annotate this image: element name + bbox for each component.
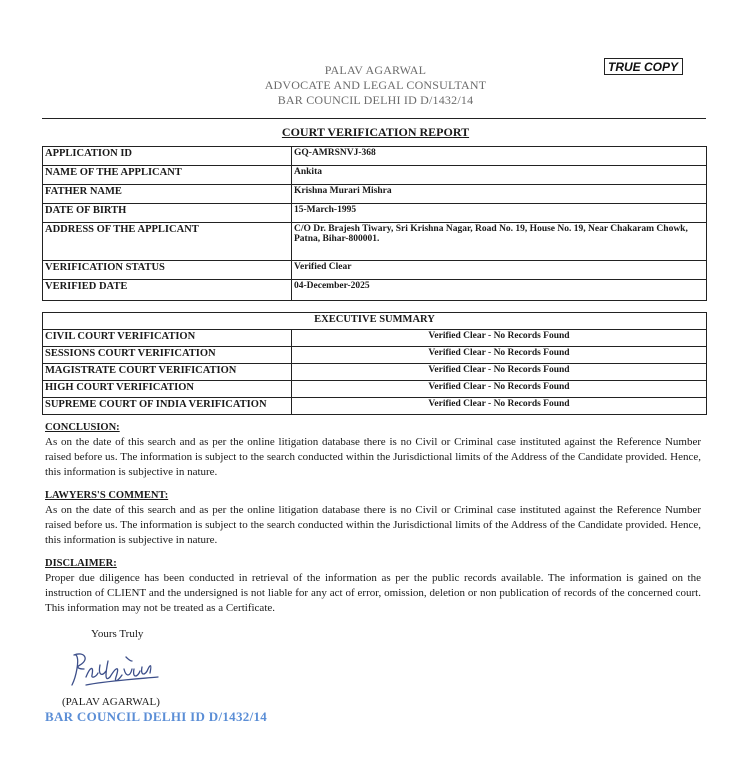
table-row [43,398,707,415]
signatory-name: (PALAV AGARWAL) [62,696,160,708]
row-value: Krishna Murari Mishra [292,185,707,204]
advocate-name: PALAV AGARWAL [324,63,427,77]
executive-summary-heading: EXECUTIVE SUMMARY [43,313,707,330]
row-value: Verified Clear - No Records Found [292,381,707,398]
row-value: Ankita [292,166,707,185]
row-label: VERIFICATION STATUS [43,261,292,280]
conclusion-section [45,422,701,480]
table-row [43,185,707,204]
executive-summary-table [42,312,707,415]
row-value: Verified Clear - No Records Found [292,364,707,381]
table-row [43,166,707,185]
table-row [43,261,707,280]
row-label: VERIFIED DATE [43,280,292,301]
row-value: GQ-AMRSNVJ-368 [292,147,707,166]
disclaimer-heading: DISCLAIMER: [45,558,117,569]
row-label: APPLICATION ID [43,147,292,166]
row-value: Verified Clear - No Records Found [292,330,707,347]
row-label: DATE OF BIRTH [43,204,292,223]
letterhead [0,63,751,108]
conclusion-text: As on the date of this search and as per the online litigation database there is no Civil or Criminal case instituted against the Reference Number raised before us. The information is subject to the search conducted within the Jurisdictional limits of the Address of the Candidate provided. Hence, this information is subjective in nature. [45,436,701,478]
lawyers-comment-section [45,490,701,548]
advocate-title: ADVOCATE AND LEGAL CONSULTANT [264,78,487,92]
row-value: Verified Clear - No Records Found [292,398,707,415]
row-label: FATHER NAME [43,185,292,204]
table-row [43,223,707,261]
signatory-bar-id: BAR COUNCIL DELHI ID D/1432/14 [45,709,268,724]
table-row [43,330,707,347]
row-label: CIVIL COURT VERIFICATION [43,330,292,347]
disclaimer-text: Proper due diligence has been conducted in retrieval of the information as per the public records available. The information is gained on the instruction of CLIENT and the undersigned is not liable for any act of error, omission, deletion or non publication of records of the concerned court. This information may not be treated as a Certificate. [45,572,701,614]
table-row [43,204,707,223]
row-label: NAME OF THE APPLICANT [43,166,292,185]
row-value: 15-March-1995 [292,204,707,223]
closing-text: Yours Truly [91,628,144,640]
header-divider [42,118,706,119]
table-row [43,364,707,381]
lawyers-comment-heading: LAWYERS'S COMMENT: [45,490,169,501]
table-row [43,347,707,364]
advocate-bar-id: BAR COUNCIL DELHI ID D/1432/14 [277,93,474,107]
table-row [43,381,707,398]
row-label: MAGISTRATE COURT VERIFICATION [43,364,292,381]
table-row [43,147,707,166]
lawyers-comment-text: As on the date of this search and as per the online litigation database there is no Civil or Criminal case instituted against the Reference Number raised before us. The information is subject to the search conducted within the Jurisdictional limits of the Address of the Candidate provided. Hence, this information is subjective in nature. [45,504,701,546]
row-label: HIGH COURT VERIFICATION [43,381,292,398]
conclusion-heading: CONCLUSION: [45,422,120,433]
table-header-row [43,313,707,330]
report-title: COURT VERIFICATION REPORT [281,125,470,139]
row-value: Verified Clear - No Records Found [292,347,707,364]
row-label: ADDRESS OF THE APPLICANT [43,223,292,261]
handwritten-signature [66,647,166,691]
true-copy-stamp: TRUE COPY [604,58,683,75]
row-label: SUPREME COURT OF INDIA VERIFICATION [43,398,292,415]
row-value: 04-December-2025 [292,280,707,301]
row-label: SESSIONS COURT VERIFICATION [43,347,292,364]
applicant-details-table [42,146,707,301]
disclaimer-section [45,558,701,616]
row-value: Verified Clear [292,261,707,280]
row-value: C/O Dr. Brajesh Tiwary, Sri Krishna Nagar, Road No. 19, House No. 19, Near Chakaram Chowk, Patna, Bihar-800001. [292,223,707,261]
table-row [43,280,707,301]
